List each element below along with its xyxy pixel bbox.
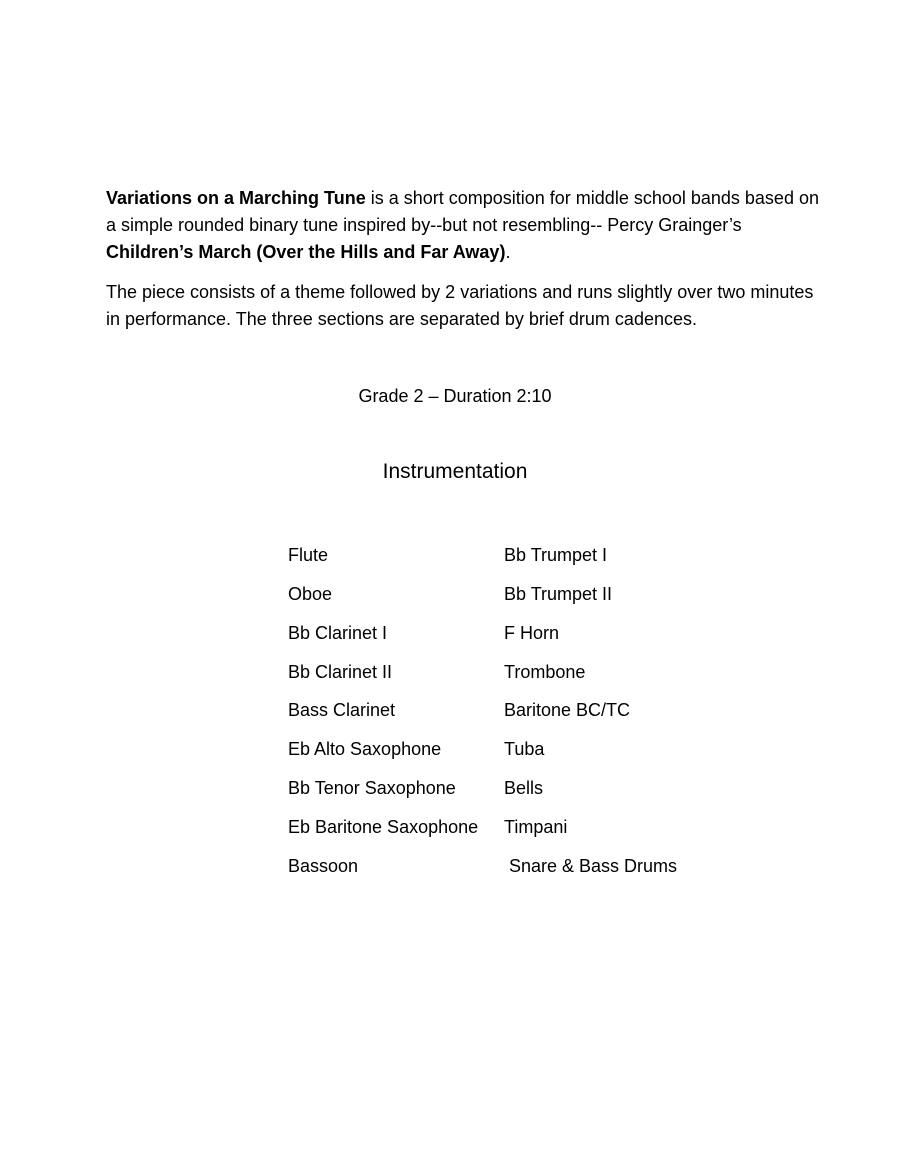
instrument-item: Timpani xyxy=(504,816,568,837)
instrument-item: Baritone BC/TC xyxy=(504,700,631,721)
instrumentation-heading: Instrumentation xyxy=(382,460,528,483)
grade-duration: Grade 2 – Duration 2:10 xyxy=(358,386,552,406)
instrument-item: Bass Clarinet xyxy=(288,700,396,721)
instrument-item: Bb Tenor Saxophone xyxy=(288,778,456,799)
instrument-item: Bassoon xyxy=(288,855,359,876)
piece-title: Variations on a Marching Tune xyxy=(106,188,366,208)
instrument-item: F Horn xyxy=(504,622,560,643)
instrument-item: Bb Trumpet II xyxy=(504,583,613,604)
instrument-list-right xyxy=(504,542,677,892)
instrument-item: Tuba xyxy=(504,739,545,760)
instrument-item: Snare & Bass Drums xyxy=(509,855,678,876)
instrument-item: Bb Clarinet I xyxy=(288,622,388,643)
description-paragraph: The piece consists of a theme followed by 2 variations and runs slightly over two minutes in performance. The three sections are separated by brief drum cadences. xyxy=(106,282,814,329)
instrument-item: Bb Trumpet I xyxy=(504,545,608,565)
instrument-item: Bells xyxy=(504,778,544,799)
instrument-item: Eb Alto Saxophone xyxy=(288,739,442,760)
intro-paragraph xyxy=(106,185,822,266)
instrument-list-left xyxy=(288,542,478,892)
instrument-item: Oboe xyxy=(288,583,333,604)
intro-text-1: is a short composition for middle school bands based on a simple rounded binary tune inspired by--but not resembling-- Percy Grainger’s xyxy=(106,188,819,235)
reference-title: Children’s March (Over the Hills and Far Away) xyxy=(106,242,506,262)
instrument-item: Flute xyxy=(288,545,329,565)
intro-text-2: . xyxy=(505,242,511,262)
instrument-item: Eb Baritone Saxophone xyxy=(288,816,479,837)
instrument-item: Bb Clarinet II xyxy=(288,661,393,682)
instrument-item: Trombone xyxy=(504,661,586,682)
